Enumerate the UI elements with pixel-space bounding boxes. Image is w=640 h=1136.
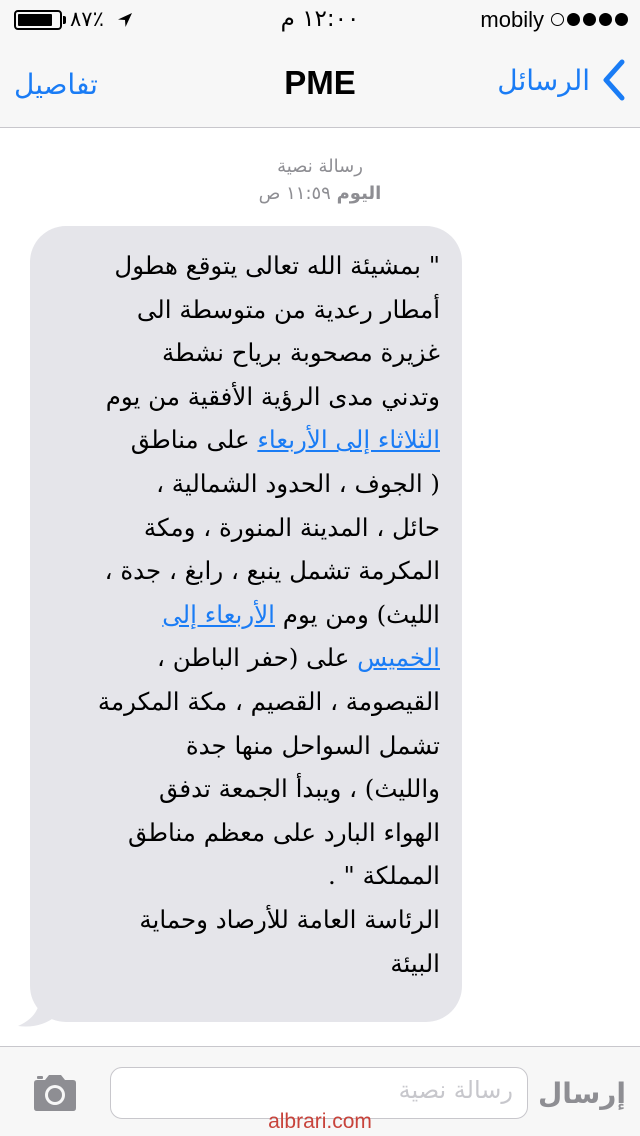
signal-dot	[615, 13, 628, 26]
message-text	[56, 244, 440, 985]
back-label: الرسائل	[497, 63, 590, 97]
signal-dot	[583, 13, 596, 26]
message-text-segment: المكرمة تشمل ينبع ، رابغ ، جدة ،	[104, 556, 440, 586]
message-text-segment: البيئة	[390, 948, 440, 978]
message-bubble[interactable]	[30, 226, 462, 1022]
signal-dot	[599, 13, 612, 26]
message-line	[56, 244, 440, 288]
message-input-placeholder: رسالة نصية	[398, 1076, 513, 1104]
message-text-segment: أمطار رعدية من متوسطة الى	[136, 294, 440, 324]
message-line	[56, 418, 440, 462]
chevron-left-icon	[600, 58, 626, 102]
date-link[interactable]: الأربعاء إلى	[162, 599, 275, 629]
camera-icon[interactable]	[30, 1073, 80, 1113]
message-line	[56, 462, 440, 506]
message-text-segment: ( الجوف ، الحدود الشمالية ،	[156, 468, 440, 498]
message-line	[56, 854, 440, 898]
details-button[interactable]: تفاصيل	[14, 68, 98, 101]
message-line	[56, 811, 440, 855]
message-type-label: رسالة نصية	[277, 156, 363, 177]
message-line	[56, 942, 440, 986]
message-text-segment: على مناطق	[130, 425, 258, 455]
message-text-segment: غزيرة مصحوبة برياح نشطة	[161, 338, 440, 368]
message-line	[56, 767, 440, 811]
status-bar	[0, 0, 640, 40]
signal-dots-icon	[551, 13, 628, 26]
message-text-segment: وتدني مدى الرؤية الأفقية من يوم	[105, 381, 440, 411]
message-day: اليوم	[336, 183, 382, 204]
message-text-segment: " بمشيئة الله تعالى يتوقع هطول	[114, 251, 440, 280]
message-text-segment: الهواء البارد على معظم مناطق	[128, 817, 440, 847]
conversation-title: PME	[284, 64, 356, 101]
watermark: albrari.com	[268, 1110, 372, 1133]
date-link[interactable]: الثلاثاء إلى الأربعاء	[257, 425, 440, 455]
message-line	[56, 593, 440, 637]
message-line	[56, 549, 440, 593]
status-time: ١٢:٠٠ م	[280, 6, 360, 32]
message-time: ١١:٥٩ ص	[258, 183, 331, 204]
message-text-segment: الرئاسة العامة للأرصاد وحماية	[139, 904, 440, 934]
message-line	[56, 331, 440, 375]
message-text-segment: على (حفر الباطن ،	[157, 643, 358, 673]
message-line	[56, 724, 440, 768]
message-line	[56, 506, 440, 550]
message-text-segment: تشمل السواحل منها جدة	[185, 730, 440, 760]
message-text-segment: الليث) ومن يوم	[274, 599, 440, 629]
signal-dot	[567, 13, 580, 26]
date-link[interactable]: الخميس	[357, 643, 440, 673]
message-text-segment: حائل ، المدينة المنورة ، ومكة	[143, 512, 440, 542]
message-text-segment: القيصومة ، القصيم ، مكة المكرمة	[97, 686, 440, 716]
message-text-segment: والليث) ، ويبدأ الجمعة تدفق	[158, 774, 440, 804]
message-line	[56, 680, 440, 724]
navigation-bar	[0, 40, 640, 128]
message-line	[56, 375, 440, 419]
back-to-messages-button[interactable]	[497, 58, 626, 102]
message-timestamp	[0, 183, 640, 204]
message-text-segment: المملكة " .	[327, 861, 440, 891]
message-line	[56, 898, 440, 942]
message-line	[56, 636, 440, 680]
signal-dot	[551, 13, 564, 26]
battery-percent: ٪٨٧	[70, 7, 104, 31]
message-line	[56, 288, 440, 332]
send-button[interactable]: إرسال	[537, 1077, 626, 1110]
carrier-name: mobily	[480, 7, 544, 32]
